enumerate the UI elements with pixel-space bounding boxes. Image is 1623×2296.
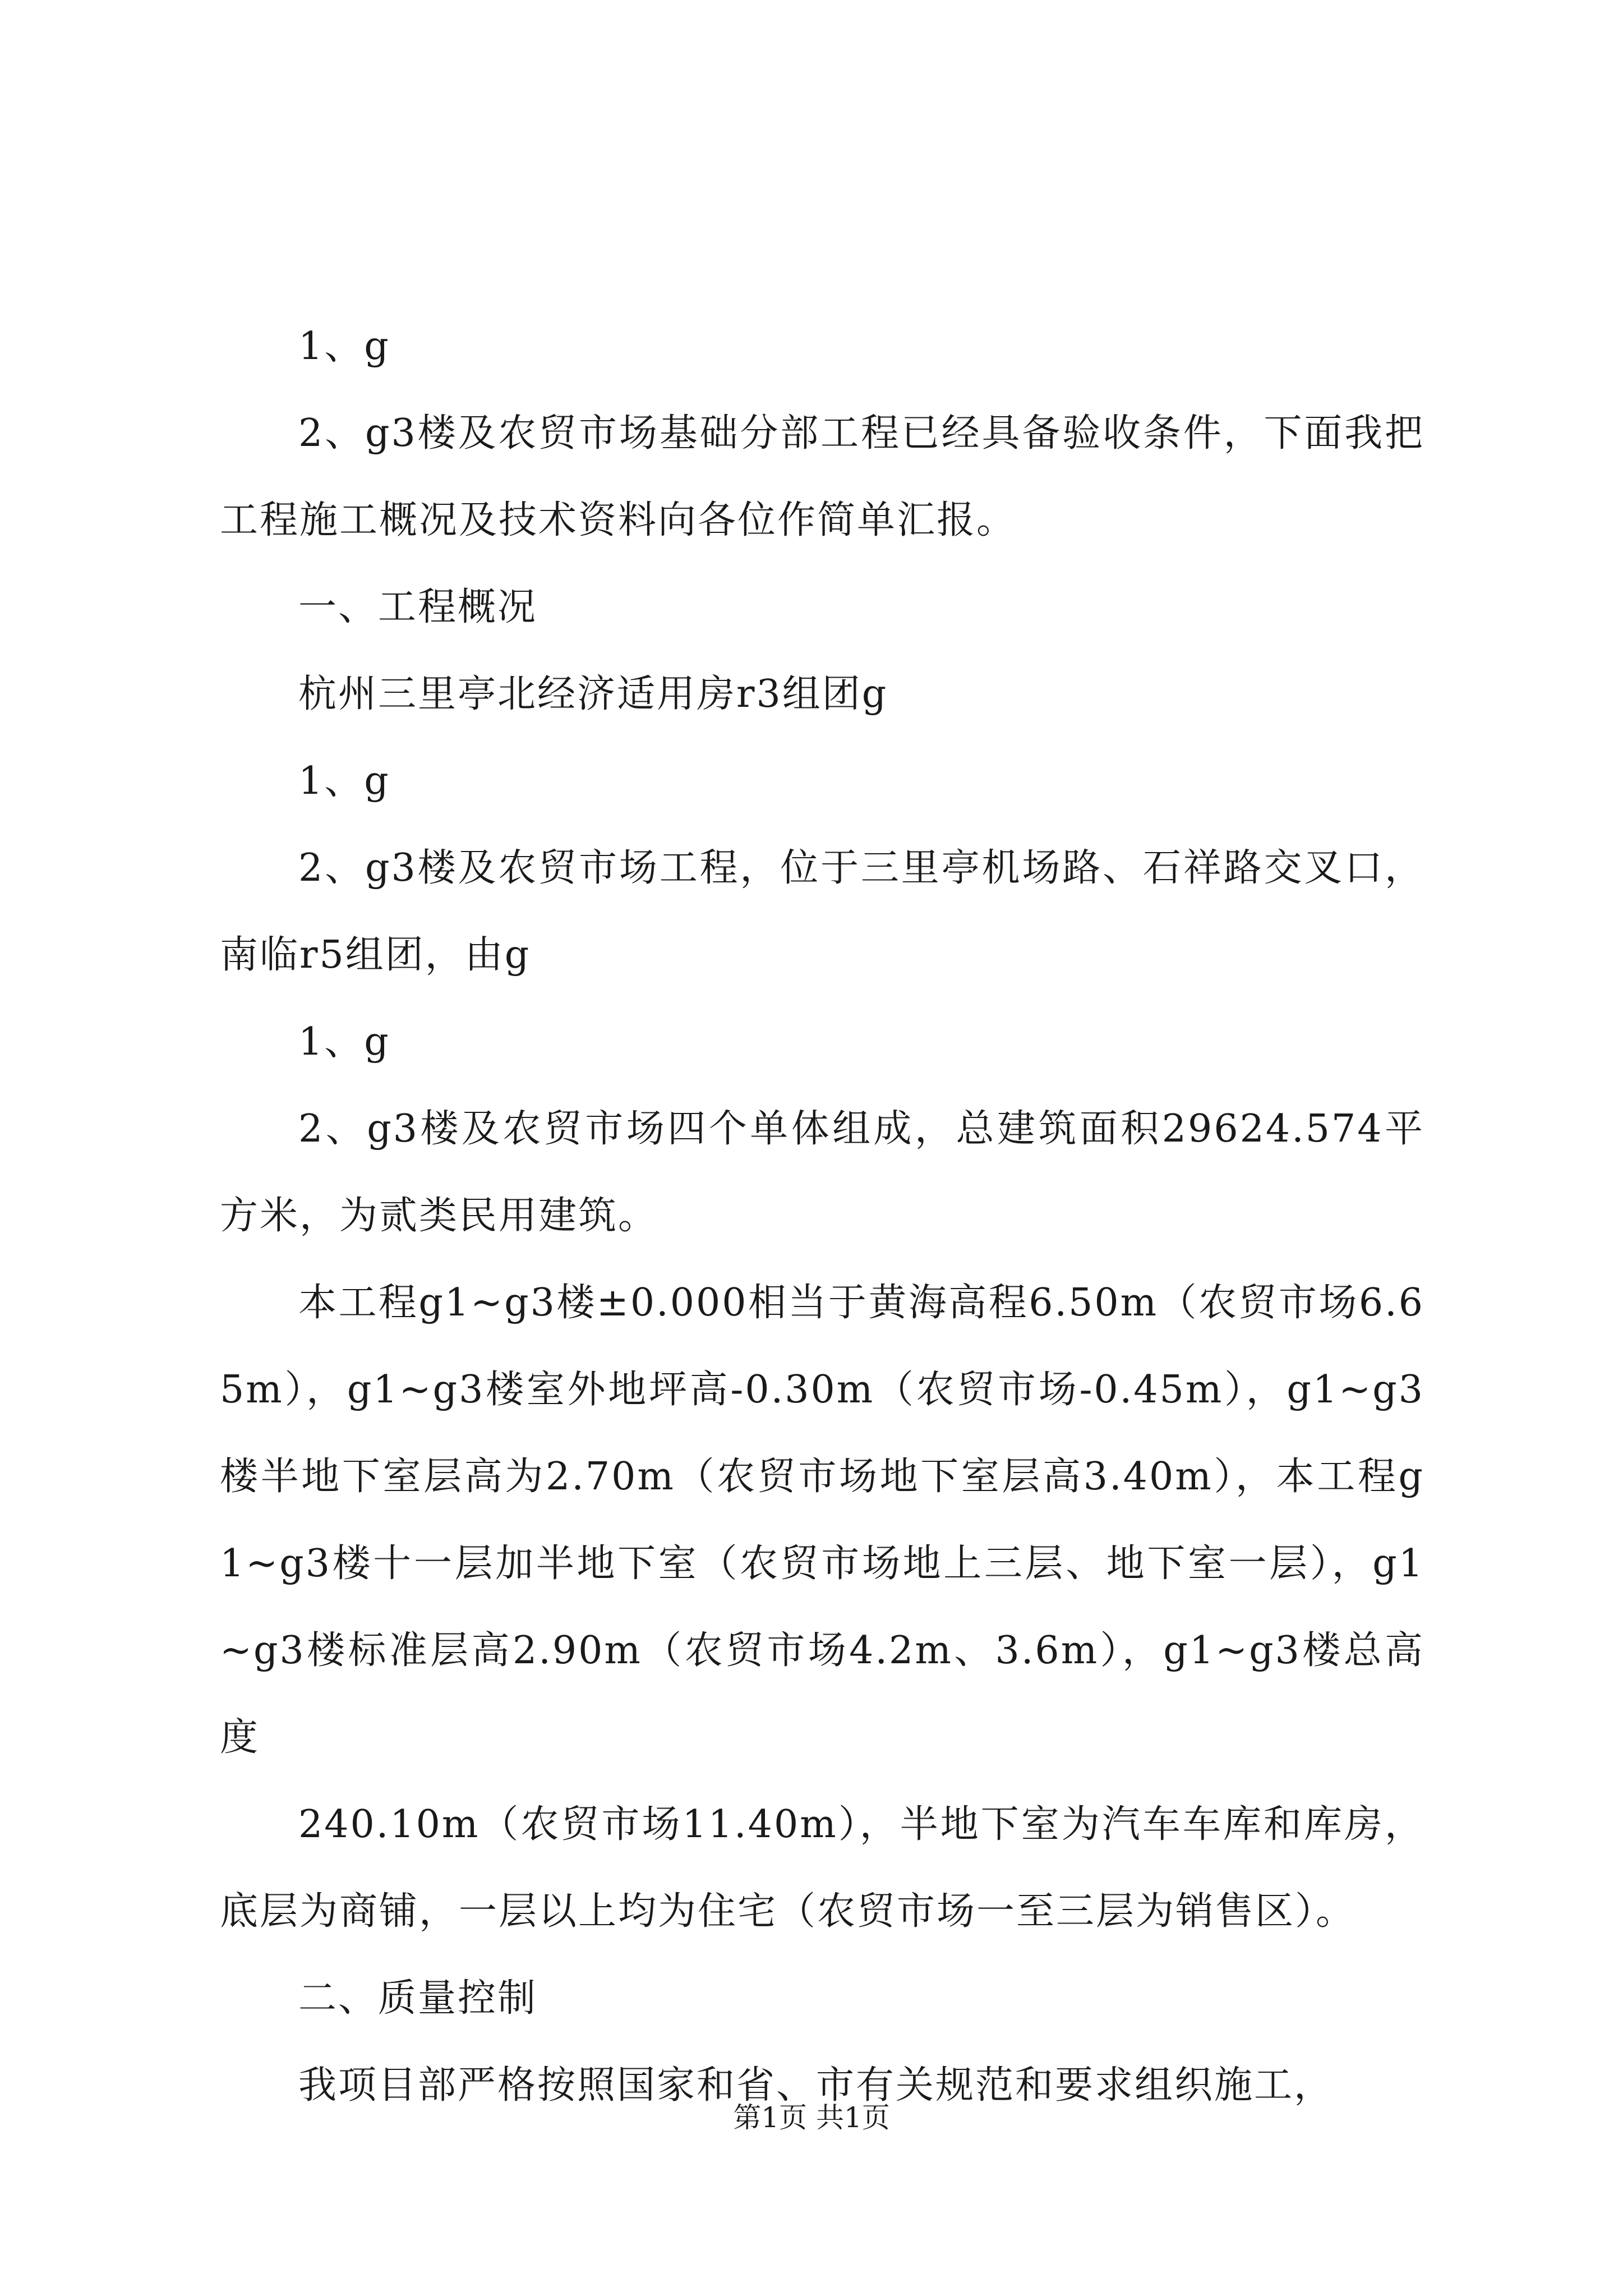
paragraph-1: 1、g: [298, 324, 390, 369]
paragraph-7: 1、g: [298, 1020, 390, 1064]
paragraph-8: 2、g3楼及农贸市场四个单体组成，总建筑面积29624.574平方米，为贰类民用建筑。: [220, 1107, 1424, 1238]
paragraph-6: 2、g3楼及农贸市场工程，位于三里亭机场路、石祥路交叉口，南临r5组团，由g: [220, 846, 1424, 977]
paragraph-2: 2、g3楼及农贸市场基础分部工程已经具备验收条件，下面我把工程施工概况及技术资料向各位作简单汇报。: [220, 411, 1424, 542]
paragraph-4: 杭州三里亭北经济适用房r3组团g: [298, 672, 888, 716]
page-number-footer: 第1页 共1页: [733, 2101, 890, 2134]
section-heading-quality: 二、质量控制: [298, 1976, 538, 2021]
paragraph-5: 1、g: [298, 759, 390, 803]
section-heading-overview: 一、工程概况: [298, 585, 538, 629]
paragraph-9: 本工程g1~g3楼±0.000相当于黄海高程6.50m（农贸市场6.65m），g1~g3楼室外地坪高-0.30m（农贸市场-0.45m），g1~g3楼半地下室层高为2.70m（农贸市场地下室层高3.40m），本工程g1~g3楼十一层加半地下室（农贸市场地上三层、地下室一层），g1~g3楼标准层高2.90m（农贸市场4.2m、3.6m），g1~g3楼总高度: [220, 1281, 1424, 1760]
paragraph-10: 240.10m（农贸市场11.40m），半地下室为汽车车库和库房，底层为商铺，一层以上均为住宅（农贸市场一至三层为销售区）。: [220, 1802, 1424, 1934]
document-body: [220, 303, 1424, 2129]
paragraph-12: 我项目部严格按照国家和省、市有关规范和要求组织施工，: [298, 2063, 1334, 2108]
